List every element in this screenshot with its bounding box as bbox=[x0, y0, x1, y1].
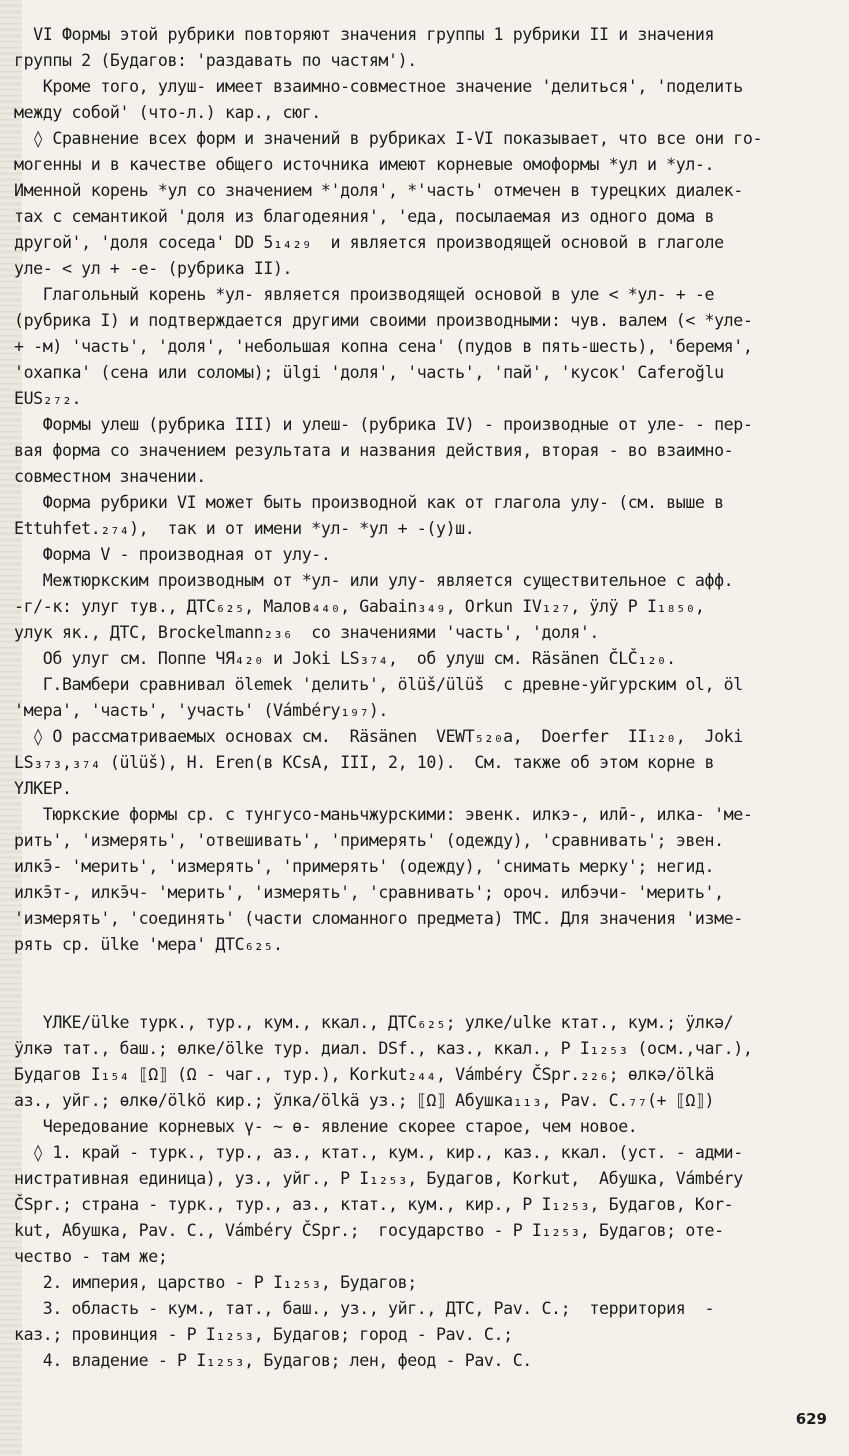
text-line: (рубрика I) и подтверждается другими своими производными: чув. вaлем (< *уле- bbox=[14, 311, 753, 330]
page-text bbox=[14, 22, 826, 1374]
text-line: Ettuhfet.₂₇₄), так и от имени *ул- *ул + -(у)ш. bbox=[14, 519, 475, 538]
text-line: ◊ Сравнение всех форм и значений в рубриках I-VI показывает, что все они го- bbox=[14, 129, 763, 148]
text-line: -г/-к: улуг тув., ДТС₆₂₅, Малов₄₄₀, Gabain₃₄₉, Orkun IV₁₂₇, ӱлӱ P I₁₈₅₀, bbox=[14, 597, 705, 616]
paragraphs-section bbox=[14, 22, 826, 958]
text-line: Тюркские формы ср. с тунгусо-маньчжурскими: эвенк. илкэ-, илӣ-, илка- 'ме- bbox=[14, 805, 753, 824]
text-line: совместном значении. bbox=[14, 467, 206, 486]
text-line: Чередование корневых ү- ~ ө- явление скорее старое, чем новое. bbox=[14, 1117, 638, 1136]
text-line: Об улуг см. Поппе ЧЯ₄₂₀ и Joki LS₃₇₄, об улуш см. Räsänen ČLČ₁₂₀. bbox=[14, 649, 676, 668]
text-line: Будагов I₁₅₄ ⟦Ω⟧ (Ω - чаг., тур.), Korkut₂₄₄, Vámbéry ČSpr.₂₂₆; өлкә/ölkä bbox=[14, 1065, 715, 1084]
text-line: EUS₂₇₂. bbox=[14, 389, 82, 408]
text-line: илкэ̄- 'мерить', 'измерять', 'примерять' (одежду), 'снимать мерку'; негид. bbox=[14, 857, 715, 876]
text-line: Глагольный корень *ул- является производящей основой в уле < *ул- + -е bbox=[14, 285, 715, 304]
section-gap bbox=[14, 958, 826, 984]
text-line: 4. владение - P I₁₂₅₃, Будагов; лен, феод - Pav. C. bbox=[14, 1351, 532, 1370]
text-line: уле- < ул + -е- (рубрика II). bbox=[14, 259, 293, 278]
text-line: + -м) 'часть', 'доля', 'небольшая копна сена' (пудов в пять-шесть), 'беремя', bbox=[14, 337, 753, 356]
text-line: ҮЛКЕ/ülke турк., тур., кум., ккал., ДТС₆₂₅; улке/ulke ктат., кум.; ӱлкә/ bbox=[14, 1013, 734, 1032]
text-line: Форма V - производная от улу-. bbox=[14, 545, 331, 564]
text-line: тах с семантикой 'доля из благодеяния', 'еда, посылаемая из одного дома в bbox=[14, 207, 715, 226]
text-line: чество - там же; bbox=[14, 1247, 168, 1266]
text-line: ČSpr.; страна - турк., тур., аз., ктат., кум., кир., P I₁₂₅₃, Будагов, Kor- bbox=[14, 1195, 734, 1214]
text-line: другой', 'доля соседа' DD 5₁₄₂₉ и является производящей основой в глаголе bbox=[14, 233, 724, 252]
text-line: ҮЛКЕР. bbox=[14, 779, 72, 798]
text-line: Форма рубрики VI может быть производной как от глагола улу- (см. выше в bbox=[14, 493, 724, 512]
text-line: улук як., ДТС, Brockelmann₂₃₆ со значениями 'часть', 'доля'. bbox=[14, 623, 600, 642]
text-line: ◊ О рассматриваемых основах см. Räsänen VEWT₅₂₀а, Doerfer II₁₂₀, Joki bbox=[14, 727, 743, 746]
text-line: каз.; провинция - P I₁₂₅₃, Будагов; город - Pav. C.; bbox=[14, 1325, 513, 1344]
page-number: 629 bbox=[795, 1410, 827, 1428]
text-line: Кроме того, улуш- имеет взаимно-совместное значение 'делиться', 'поделить bbox=[14, 77, 743, 96]
text-line: Г.Вамбери сравнивал ölemek 'делить', ölüš/ülüš с древне-уйгурским ol, öl bbox=[14, 675, 743, 694]
text-line: аз., уйг.; өлкө/ölkö кир.; ўлка/ölkä уз.; ⟦Ω⟧ Абушка₁₁₃, Pav. C.₇₇(+ ⟦Ω⟧) bbox=[14, 1091, 715, 1110]
entry-section bbox=[14, 1010, 826, 1374]
text-line: Именной корень *ул со значением *'доля', *'часть' отмечен в турецких диалек- bbox=[14, 181, 743, 200]
text-line: kut, Абушка, Pav. C., Vámbéry ČSpr.; государство - P I₁₂₅₃, Будагов; оте- bbox=[14, 1221, 724, 1240]
text-line: рять ср. ülke 'мера' ДТС₆₂₅. bbox=[14, 935, 283, 954]
text-line: VI Формы этой рубрики повторяют значения группы 1 рубрики II и значения bbox=[14, 25, 715, 44]
text-line: илкэ̄т-, илкэ̄ч- 'мерить', 'измерять', 'сравнивать'; ороч. илбэчи- 'мерить', bbox=[14, 883, 724, 902]
text-line: 'охапка' (сена или соломы); ülgi 'доля', 'часть', 'пай', 'кусок' Caferoğlu bbox=[14, 363, 724, 382]
text-line: 'измерять', 'соединять' (части сломанного предмета) ТМС. Для значения 'изме- bbox=[14, 909, 743, 928]
text-line: могенны и в качестве общего источника имеют корневые омоформы *ул и *ул-. bbox=[14, 155, 715, 174]
text-line: Формы улеш (рубрика III) и улеш- (рубрика IV) - производные от уле- - пер- bbox=[14, 415, 753, 434]
text-line: 3. область - кум., тат., баш., уз., уйг., ДТС, Pav. C.; территория - bbox=[14, 1299, 715, 1318]
text-line: вая форма со значением результата и названия действия, вторая - во взаимно- bbox=[14, 441, 734, 460]
section-gap bbox=[14, 984, 826, 1010]
text-line: Межтюркским производным от *ул- или улу- является существительное с афф. bbox=[14, 571, 734, 590]
text-line: нистративная единица), уз., уйг., P I₁₂₅₃, Будагов, Korkut, Абушка, Vámbéry bbox=[14, 1169, 743, 1188]
text-line: группы 2 (Будагов: 'раздавать по частям'). bbox=[14, 51, 417, 70]
text-line: 2. империя, царство - P I₁₂₅₃, Будагов; bbox=[14, 1273, 417, 1292]
text-line: ◊ 1. край - турк., тур., аз., ктат., кум., кир., каз., ккал. (уст. - адми- bbox=[14, 1143, 743, 1162]
text-line: LS₃₇₃,₃₇₄ (ülüš), H. Eren(в KCsA, III, 2, 10). См. также об этом корне в bbox=[14, 753, 715, 772]
text-line: 'мера', 'часть', 'участь' (Vámbéry₁₉₇). bbox=[14, 701, 389, 720]
text-line: между собой' (что-л.) кар., сюг. bbox=[14, 103, 321, 122]
text-line: рить', 'измерять', 'отвешивать', 'примерять' (одежду), 'сравнивать'; эвен. bbox=[14, 831, 724, 850]
text-line: ӱлкә тат., баш.; өлке/ölke тур. диал. DSf., каз., ккал., P I₁₂₅₃ (осм.,чаг.), bbox=[14, 1039, 753, 1058]
